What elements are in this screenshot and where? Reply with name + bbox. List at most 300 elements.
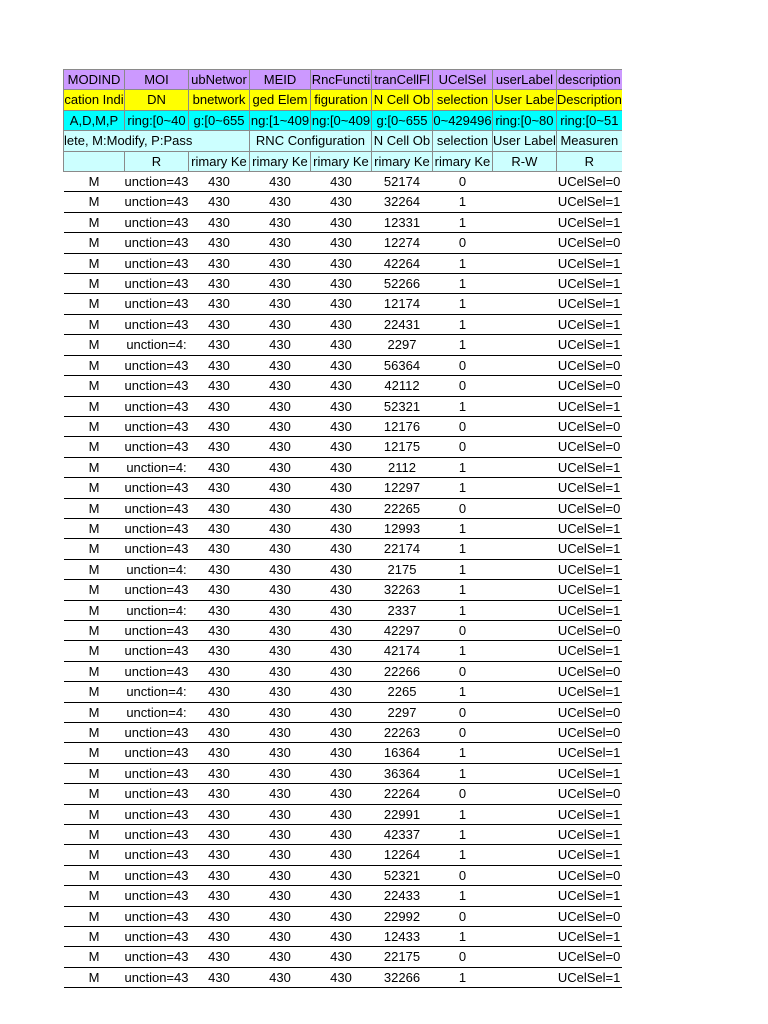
table-cell[interactable]: 430 — [188, 518, 249, 538]
table-cell[interactable]: 430 — [249, 498, 310, 518]
table-cell[interactable]: 32264 — [371, 192, 432, 212]
table-cell[interactable]: unction=43 — [125, 539, 189, 559]
table-cell[interactable]: 430 — [188, 294, 249, 314]
table-cell[interactable]: 430 — [310, 192, 371, 212]
table-cell[interactable]: M — [64, 682, 125, 702]
table-cell[interactable] — [492, 335, 556, 355]
table-cell[interactable]: 430 — [249, 906, 310, 926]
table-cell[interactable]: 430 — [249, 253, 310, 273]
table-cell[interactable]: 0 — [432, 784, 492, 804]
table-cell[interactable]: 12993 — [371, 518, 432, 538]
table-cell[interactable]: 430 — [188, 559, 249, 579]
table-cell[interactable]: M — [64, 641, 125, 661]
table-cell[interactable]: 430 — [249, 294, 310, 314]
table-cell[interactable]: UCelSel=1 — [556, 457, 622, 477]
table-cell[interactable]: UCelSel=0 — [556, 784, 622, 804]
table-cell[interactable]: 0 — [432, 906, 492, 926]
table-cell[interactable]: 430 — [249, 620, 310, 640]
header-cell[interactable]: ng:[1~409 — [249, 110, 310, 130]
header-cell[interactable]: Measuren — [556, 131, 622, 151]
table-cell[interactable]: UCelSel=0 — [556, 355, 622, 375]
table-cell[interactable]: 22264 — [371, 784, 432, 804]
table-cell[interactable]: M — [64, 376, 125, 396]
table-cell[interactable]: 0 — [432, 865, 492, 885]
table-cell[interactable]: unction=43 — [125, 416, 189, 436]
table-cell[interactable]: unction=4: — [125, 457, 189, 477]
table-cell[interactable]: M — [64, 274, 125, 294]
table-cell[interactable]: unction=43 — [125, 274, 189, 294]
table-cell[interactable]: 430 — [310, 825, 371, 845]
table-cell[interactable]: 430 — [249, 396, 310, 416]
table-cell[interactable]: 430 — [249, 641, 310, 661]
table-cell[interactable]: 22265 — [371, 498, 432, 518]
table-cell[interactable]: unction=43 — [125, 212, 189, 232]
table-cell[interactable]: 22263 — [371, 723, 432, 743]
header-cell[interactable]: RNC Configuration — [249, 131, 371, 151]
table-cell[interactable]: 430 — [188, 845, 249, 865]
table-cell[interactable]: M — [64, 212, 125, 232]
table-cell[interactable]: 1 — [432, 682, 492, 702]
table-cell[interactable]: 430 — [188, 947, 249, 967]
table-cell[interactable] — [492, 927, 556, 947]
table-cell[interactable]: 430 — [249, 355, 310, 375]
table-cell[interactable]: 1 — [432, 580, 492, 600]
header-cell[interactable]: User Labe — [492, 90, 556, 110]
table-cell[interactable]: UCelSel=1 — [556, 804, 622, 824]
table-cell[interactable]: M — [64, 600, 125, 620]
table-cell[interactable]: UCelSel=0 — [556, 376, 622, 396]
table-cell[interactable]: 0 — [432, 172, 492, 192]
table-cell[interactable]: 430 — [188, 661, 249, 681]
table-cell[interactable]: M — [64, 478, 125, 498]
table-cell[interactable] — [492, 661, 556, 681]
table-cell[interactable]: M — [64, 784, 125, 804]
table-cell[interactable]: UCelSel=0 — [556, 620, 622, 640]
table-cell[interactable]: 430 — [249, 886, 310, 906]
header-cell[interactable]: bnetwork — [188, 90, 249, 110]
table-cell[interactable]: 1 — [432, 641, 492, 661]
table-cell[interactable]: 430 — [249, 804, 310, 824]
table-cell[interactable]: 430 — [310, 518, 371, 538]
table-cell[interactable]: 430 — [249, 274, 310, 294]
table-cell[interactable]: 430 — [310, 804, 371, 824]
table-cell[interactable]: 1 — [432, 294, 492, 314]
table-cell[interactable]: 430 — [310, 212, 371, 232]
table-cell[interactable] — [492, 865, 556, 885]
table-cell[interactable] — [492, 457, 556, 477]
header-cell[interactable]: tranCellFl — [371, 70, 432, 90]
table-cell[interactable]: 1 — [432, 825, 492, 845]
table-cell[interactable]: 0 — [432, 620, 492, 640]
table-cell[interactable]: 430 — [188, 212, 249, 232]
table-cell[interactable]: 430 — [310, 723, 371, 743]
table-cell[interactable]: unction=43 — [125, 784, 189, 804]
table-cell[interactable]: M — [64, 233, 125, 253]
table-cell[interactable]: 52321 — [371, 865, 432, 885]
table-cell[interactable]: 430 — [249, 825, 310, 845]
header-cell[interactable]: MEID — [249, 70, 310, 90]
table-cell[interactable]: M — [64, 580, 125, 600]
table-cell[interactable]: 430 — [188, 723, 249, 743]
table-cell[interactable]: 430 — [188, 620, 249, 640]
table-cell[interactable]: M — [64, 294, 125, 314]
table-cell[interactable]: 430 — [188, 233, 249, 253]
table-cell[interactable]: 430 — [310, 967, 371, 987]
table-cell[interactable] — [492, 723, 556, 743]
table-cell[interactable]: 1 — [432, 927, 492, 947]
table-cell[interactable]: 42297 — [371, 620, 432, 640]
table-cell[interactable]: 1 — [432, 539, 492, 559]
table-cell[interactable]: M — [64, 192, 125, 212]
table-cell[interactable]: 22174 — [371, 539, 432, 559]
table-cell[interactable]: UCelSel=1 — [556, 192, 622, 212]
table-cell[interactable]: 430 — [188, 702, 249, 722]
table-cell[interactable]: UCelSel=1 — [556, 682, 622, 702]
table-cell[interactable]: M — [64, 335, 125, 355]
table-cell[interactable]: 430 — [188, 396, 249, 416]
table-cell[interactable]: 430 — [249, 702, 310, 722]
table-cell[interactable]: 430 — [310, 743, 371, 763]
table-cell[interactable]: 0 — [432, 661, 492, 681]
header-cell[interactable]: rimary Ke — [249, 151, 310, 171]
table-cell[interactable] — [492, 437, 556, 457]
table-cell[interactable]: M — [64, 620, 125, 640]
table-cell[interactable] — [492, 376, 556, 396]
table-cell[interactable]: 1 — [432, 253, 492, 273]
table-cell[interactable]: 430 — [188, 314, 249, 334]
table-cell[interactable]: 430 — [249, 927, 310, 947]
header-cell[interactable]: DN — [125, 90, 189, 110]
table-cell[interactable]: 16364 — [371, 743, 432, 763]
table-cell[interactable]: unction=43 — [125, 967, 189, 987]
table-cell[interactable]: 42112 — [371, 376, 432, 396]
table-cell[interactable]: 430 — [249, 518, 310, 538]
table-cell[interactable] — [492, 641, 556, 661]
table-cell[interactable]: unction=4: — [125, 559, 189, 579]
table-cell[interactable] — [492, 172, 556, 192]
table-cell[interactable]: UCelSel=1 — [556, 927, 622, 947]
table-cell[interactable]: UCelSel=0 — [556, 661, 622, 681]
table-cell[interactable]: 430 — [310, 274, 371, 294]
table-cell[interactable]: UCelSel=1 — [556, 396, 622, 416]
table-cell[interactable]: 430 — [188, 498, 249, 518]
table-cell[interactable]: 430 — [188, 784, 249, 804]
table-cell[interactable]: 42174 — [371, 641, 432, 661]
table-cell[interactable]: 1 — [432, 600, 492, 620]
table-cell[interactable]: 12264 — [371, 845, 432, 865]
table-cell[interactable]: 430 — [310, 600, 371, 620]
table-cell[interactable]: M — [64, 947, 125, 967]
header-cell[interactable]: ring:[0~51 — [556, 110, 622, 130]
table-cell[interactable]: 1 — [432, 478, 492, 498]
table-cell[interactable]: 1 — [432, 274, 492, 294]
table-cell[interactable]: 2297 — [371, 335, 432, 355]
table-cell[interactable]: unction=43 — [125, 947, 189, 967]
table-cell[interactable]: 430 — [310, 457, 371, 477]
table-cell[interactable]: 430 — [249, 314, 310, 334]
table-cell[interactable]: UCelSel=0 — [556, 498, 622, 518]
table-cell[interactable]: unction=43 — [125, 886, 189, 906]
table-cell[interactable]: 12174 — [371, 294, 432, 314]
table-cell[interactable]: M — [64, 723, 125, 743]
table-cell[interactable]: M — [64, 498, 125, 518]
table-cell[interactable]: 430 — [310, 865, 371, 885]
table-cell[interactable]: unction=43 — [125, 723, 189, 743]
table-cell[interactable]: UCelSel=0 — [556, 702, 622, 722]
table-cell[interactable]: M — [64, 865, 125, 885]
table-cell[interactable]: 430 — [188, 825, 249, 845]
table-cell[interactable]: 430 — [249, 682, 310, 702]
table-cell[interactable]: 52174 — [371, 172, 432, 192]
table-cell[interactable]: UCelSel=1 — [556, 335, 622, 355]
table-cell[interactable]: 430 — [249, 967, 310, 987]
table-cell[interactable] — [492, 559, 556, 579]
table-cell[interactable]: 430 — [249, 192, 310, 212]
table-cell[interactable]: 0 — [432, 498, 492, 518]
table-cell[interactable]: 0 — [432, 723, 492, 743]
table-cell[interactable]: 430 — [310, 559, 371, 579]
table-cell[interactable]: UCelSel=1 — [556, 274, 622, 294]
table-cell[interactable]: 430 — [249, 865, 310, 885]
table-cell[interactable]: unction=43 — [125, 233, 189, 253]
table-cell[interactable]: 430 — [188, 927, 249, 947]
table-cell[interactable]: unction=43 — [125, 620, 189, 640]
table-cell[interactable]: UCelSel=0 — [556, 947, 622, 967]
table-cell[interactable]: unction=43 — [125, 172, 189, 192]
table-cell[interactable]: 22991 — [371, 804, 432, 824]
table-cell[interactable]: 430 — [249, 947, 310, 967]
table-cell[interactable]: M — [64, 702, 125, 722]
table-cell[interactable]: M — [64, 518, 125, 538]
header-cell[interactable]: N Cell Ob — [371, 90, 432, 110]
table-cell[interactable]: UCelSel=1 — [556, 641, 622, 661]
table-cell[interactable]: 1 — [432, 804, 492, 824]
table-cell[interactable]: 430 — [310, 580, 371, 600]
table-cell[interactable]: unction=43 — [125, 294, 189, 314]
header-cell[interactable]: description — [556, 70, 622, 90]
table-cell[interactable]: 22992 — [371, 906, 432, 926]
header-cell[interactable]: MODIND — [64, 70, 125, 90]
table-cell[interactable]: unction=4: — [125, 682, 189, 702]
table-cell[interactable]: UCelSel=1 — [556, 294, 622, 314]
table-cell[interactable]: 430 — [310, 233, 371, 253]
table-cell[interactable]: 430 — [188, 906, 249, 926]
table-cell[interactable]: 430 — [249, 172, 310, 192]
table-cell[interactable]: unction=43 — [125, 498, 189, 518]
table-cell[interactable] — [492, 947, 556, 967]
table-cell[interactable] — [492, 518, 556, 538]
header-cell[interactable]: rimary Ke — [188, 151, 249, 171]
table-cell[interactable]: unction=43 — [125, 314, 189, 334]
table-cell[interactable] — [492, 539, 556, 559]
table-cell[interactable]: 22266 — [371, 661, 432, 681]
table-cell[interactable]: UCelSel=0 — [556, 723, 622, 743]
table-cell[interactable]: 430 — [249, 763, 310, 783]
table-cell[interactable]: 430 — [188, 865, 249, 885]
table-cell[interactable]: 430 — [188, 355, 249, 375]
table-cell[interactable]: UCelSel=1 — [556, 763, 622, 783]
table-cell[interactable]: M — [64, 763, 125, 783]
table-cell[interactable]: 0 — [432, 376, 492, 396]
table-cell[interactable]: 430 — [188, 172, 249, 192]
table-cell[interactable]: unction=43 — [125, 192, 189, 212]
table-cell[interactable]: 36364 — [371, 763, 432, 783]
table-cell[interactable]: UCelSel=1 — [556, 886, 622, 906]
table-cell[interactable]: 430 — [188, 967, 249, 987]
table-cell[interactable]: 12433 — [371, 927, 432, 947]
header-cell[interactable]: ubNetwor — [188, 70, 249, 90]
table-cell[interactable]: 430 — [310, 947, 371, 967]
table-cell[interactable] — [492, 906, 556, 926]
table-cell[interactable]: 0 — [432, 233, 492, 253]
table-cell[interactable]: 430 — [249, 743, 310, 763]
table-cell[interactable]: UCelSel=1 — [556, 580, 622, 600]
table-cell[interactable] — [492, 743, 556, 763]
table-cell[interactable]: 430 — [249, 559, 310, 579]
table-cell[interactable]: 1 — [432, 763, 492, 783]
table-cell[interactable]: UCelSel=1 — [556, 825, 622, 845]
table-cell[interactable]: 52321 — [371, 396, 432, 416]
table-cell[interactable]: 430 — [310, 416, 371, 436]
table-cell[interactable]: 430 — [310, 682, 371, 702]
table-cell[interactable] — [492, 967, 556, 987]
table-cell[interactable]: 430 — [188, 600, 249, 620]
table-cell[interactable] — [492, 682, 556, 702]
header-cell[interactable]: g:[0~655 — [371, 110, 432, 130]
table-cell[interactable]: M — [64, 253, 125, 273]
table-cell[interactable]: M — [64, 457, 125, 477]
table-cell[interactable]: 1 — [432, 518, 492, 538]
table-cell[interactable]: 430 — [310, 927, 371, 947]
table-cell[interactable] — [492, 253, 556, 273]
header-cell[interactable]: ged Elem — [249, 90, 310, 110]
table-cell[interactable]: unction=43 — [125, 763, 189, 783]
table-cell[interactable]: 22431 — [371, 314, 432, 334]
table-cell[interactable]: 12274 — [371, 233, 432, 253]
table-cell[interactable]: 1 — [432, 845, 492, 865]
header-cell[interactable]: R-W — [492, 151, 556, 171]
table-cell[interactable] — [492, 620, 556, 640]
table-cell[interactable]: 430 — [310, 437, 371, 457]
table-cell[interactable]: 430 — [249, 661, 310, 681]
table-cell[interactable]: UCelSel=0 — [556, 172, 622, 192]
table-cell[interactable] — [492, 498, 556, 518]
table-cell[interactable]: 0 — [432, 416, 492, 436]
table-cell[interactable]: 430 — [188, 743, 249, 763]
table-cell[interactable]: 430 — [188, 437, 249, 457]
table-cell[interactable]: 430 — [188, 274, 249, 294]
table-cell[interactable]: 0 — [432, 947, 492, 967]
table-cell[interactable]: 12175 — [371, 437, 432, 457]
table-cell[interactable] — [492, 702, 556, 722]
table-cell[interactable]: unction=43 — [125, 253, 189, 273]
table-cell[interactable] — [492, 396, 556, 416]
table-cell[interactable]: UCelSel=1 — [556, 600, 622, 620]
table-cell[interactable]: UCelSel=1 — [556, 478, 622, 498]
header-cell[interactable]: rimary Ke — [371, 151, 432, 171]
table-cell[interactable]: 2175 — [371, 559, 432, 579]
table-cell[interactable]: 430 — [188, 804, 249, 824]
table-cell[interactable]: M — [64, 886, 125, 906]
table-cell[interactable]: 1 — [432, 396, 492, 416]
table-cell[interactable]: M — [64, 416, 125, 436]
table-cell[interactable]: unction=43 — [125, 641, 189, 661]
table-cell[interactable]: 430 — [249, 437, 310, 457]
table-cell[interactable]: 430 — [249, 845, 310, 865]
table-cell[interactable] — [492, 845, 556, 865]
table-cell[interactable]: unction=43 — [125, 376, 189, 396]
table-cell[interactable]: 430 — [310, 314, 371, 334]
table-cell[interactable]: M — [64, 172, 125, 192]
table-cell[interactable]: unction=43 — [125, 661, 189, 681]
header-cell[interactable]: ring:[0~80 — [492, 110, 556, 130]
table-cell[interactable]: 42337 — [371, 825, 432, 845]
table-cell[interactable]: M — [64, 906, 125, 926]
table-cell[interactable]: UCelSel=1 — [556, 967, 622, 987]
header-cell[interactable]: User Label — [492, 131, 556, 151]
table-cell[interactable]: M — [64, 661, 125, 681]
table-cell[interactable]: 430 — [310, 886, 371, 906]
table-cell[interactable]: 430 — [249, 478, 310, 498]
table-cell[interactable]: UCelSel=1 — [556, 518, 622, 538]
table-cell[interactable] — [492, 233, 556, 253]
table-cell[interactable]: 12297 — [371, 478, 432, 498]
table-cell[interactable]: 1 — [432, 314, 492, 334]
table-cell[interactable] — [492, 886, 556, 906]
table-cell[interactable]: UCelSel=0 — [556, 437, 622, 457]
table-cell[interactable]: unction=43 — [125, 437, 189, 457]
table-cell[interactable]: UCelSel=0 — [556, 233, 622, 253]
header-cell[interactable]: R — [125, 151, 189, 171]
table-cell[interactable]: M — [64, 804, 125, 824]
table-cell[interactable]: 430 — [249, 539, 310, 559]
header-cell[interactable]: RncFuncti — [310, 70, 371, 90]
table-cell[interactable]: 430 — [249, 457, 310, 477]
table-cell[interactable]: unction=4: — [125, 600, 189, 620]
table-cell[interactable]: 430 — [249, 212, 310, 232]
table-cell[interactable]: 1 — [432, 335, 492, 355]
table-cell[interactable]: unction=43 — [125, 518, 189, 538]
table-cell[interactable]: UCelSel=1 — [556, 212, 622, 232]
table-cell[interactable]: UCelSel=1 — [556, 559, 622, 579]
table-cell[interactable]: unction=43 — [125, 804, 189, 824]
table-cell[interactable]: 1 — [432, 886, 492, 906]
table-cell[interactable]: 430 — [310, 539, 371, 559]
table-cell[interactable]: 430 — [310, 702, 371, 722]
table-cell[interactable]: unction=4: — [125, 335, 189, 355]
table-cell[interactable]: unction=43 — [125, 865, 189, 885]
table-cell[interactable]: 430 — [310, 396, 371, 416]
table-cell[interactable]: 12331 — [371, 212, 432, 232]
table-cell[interactable] — [492, 763, 556, 783]
table-cell[interactable]: 430 — [310, 641, 371, 661]
table-cell[interactable]: UCelSel=1 — [556, 253, 622, 273]
table-cell[interactable]: 430 — [249, 723, 310, 743]
table-cell[interactable]: M — [64, 396, 125, 416]
table-cell[interactable]: 430 — [249, 233, 310, 253]
header-cell[interactable]: ng:[0~409 — [310, 110, 371, 130]
table-cell[interactable]: 430 — [188, 763, 249, 783]
table-cell[interactable]: M — [64, 539, 125, 559]
table-cell[interactable]: M — [64, 743, 125, 763]
table-cell[interactable]: 1 — [432, 967, 492, 987]
table-cell[interactable]: M — [64, 967, 125, 987]
table-cell[interactable] — [492, 804, 556, 824]
header-cell[interactable]: selection — [432, 131, 492, 151]
table-cell[interactable]: UCelSel=0 — [556, 416, 622, 436]
table-cell[interactable]: 430 — [188, 335, 249, 355]
table-cell[interactable] — [492, 580, 556, 600]
